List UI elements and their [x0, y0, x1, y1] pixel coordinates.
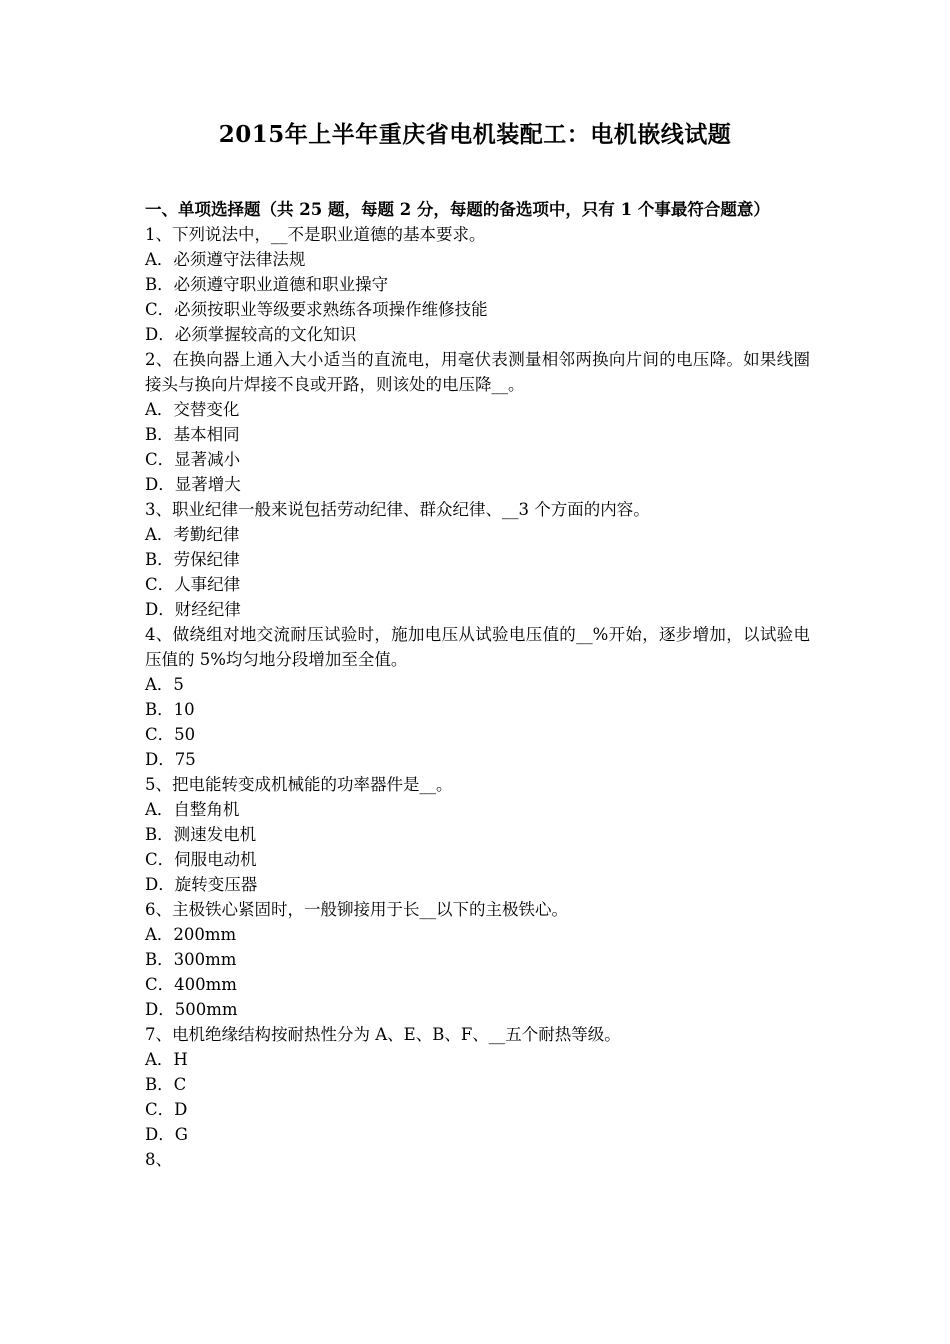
option-c: C．伺服电动机: [145, 850, 257, 869]
option-c: C．必须按职业等级要求熟练各项操作维修技能: [145, 300, 488, 319]
option-a: A．200mm: [145, 925, 237, 944]
option-d: D．显著增大: [145, 475, 241, 494]
option-b: B．C: [145, 1075, 187, 1094]
option-a: A．考勤纪律: [145, 525, 240, 544]
document-title: 2015年上半年重庆省电机装配工：电机嵌线试题: [218, 121, 732, 148]
question-7: [145, 1022, 810, 1147]
question-stem: 2、在换向器上通入大小适当的直流电，用毫伏表测量相邻两换向片间的电压降。如果线圈接头与换向片焊接不良或开路，则该处的电压降__。: [145, 350, 810, 394]
option-d: D．旋转变压器: [145, 875, 258, 894]
option-a: A．必须遵守法律法规: [145, 250, 306, 269]
question-stem: 8、: [145, 1150, 172, 1169]
option-c: C．50: [145, 725, 196, 744]
option-b: B．基本相同: [145, 425, 240, 444]
question-3: [145, 497, 810, 622]
question-stem: 1、下列说法中，__不是职业道德的基本要求。: [145, 225, 486, 244]
option-c: C．400mm: [145, 975, 237, 994]
option-b: B．必须遵守职业道德和职业操守: [145, 275, 389, 294]
option-b: B．300mm: [145, 950, 237, 969]
option-a: A．自整角机: [145, 800, 240, 819]
option-d: D．G: [145, 1125, 188, 1144]
option-a: A．5: [145, 675, 184, 694]
option-c: C．显著减小: [145, 450, 241, 469]
question-stem: 5、把电能转变成机械能的功率器件是__。: [145, 775, 453, 794]
question-6: [145, 897, 810, 1022]
option-b: B．测速发电机: [145, 825, 257, 844]
question-stem: 7、电机绝缘结构按耐热性分为 A、E、B、F、__五个耐热等级。: [145, 1025, 621, 1044]
option-a: A．交替变化: [145, 400, 240, 419]
option-d: D．必须掌握较高的文化知识: [145, 325, 357, 344]
section-heading: 一、单项选择题（共 25 题，每题 2 分，每题的备选项中，只有 1 个事最符合题意）: [145, 200, 770, 219]
question-stem: 4、做绕组对地交流耐压试验时，施加电压从试验电压值的__%开始，逐步增加，以试验电压值的 5%均匀地分段增加至全值。: [145, 625, 810, 669]
question-2: [145, 347, 810, 497]
option-d: D．500mm: [145, 1000, 238, 1019]
option-d: D．财经纪律: [145, 600, 241, 619]
question-1: [145, 222, 810, 347]
question-4: [145, 622, 810, 772]
document-body: [145, 197, 810, 1172]
option-a: A．H: [145, 1050, 188, 1069]
question-stem: 3、职业纪律一般来说包括劳动纪律、群众纪律、__3 个方面的内容。: [145, 500, 650, 519]
option-b: B．10: [145, 700, 195, 719]
question-5: [145, 772, 810, 897]
question-stem: 6、主极铁心紧固时，一般铆接用于长__以下的主极铁心。: [145, 900, 568, 919]
option-d: D．75: [145, 750, 196, 769]
option-c: C．D: [145, 1100, 188, 1119]
option-c: C．人事纪律: [145, 575, 241, 594]
option-b: B．劳保纪律: [145, 550, 240, 569]
question-8: [145, 1147, 810, 1172]
